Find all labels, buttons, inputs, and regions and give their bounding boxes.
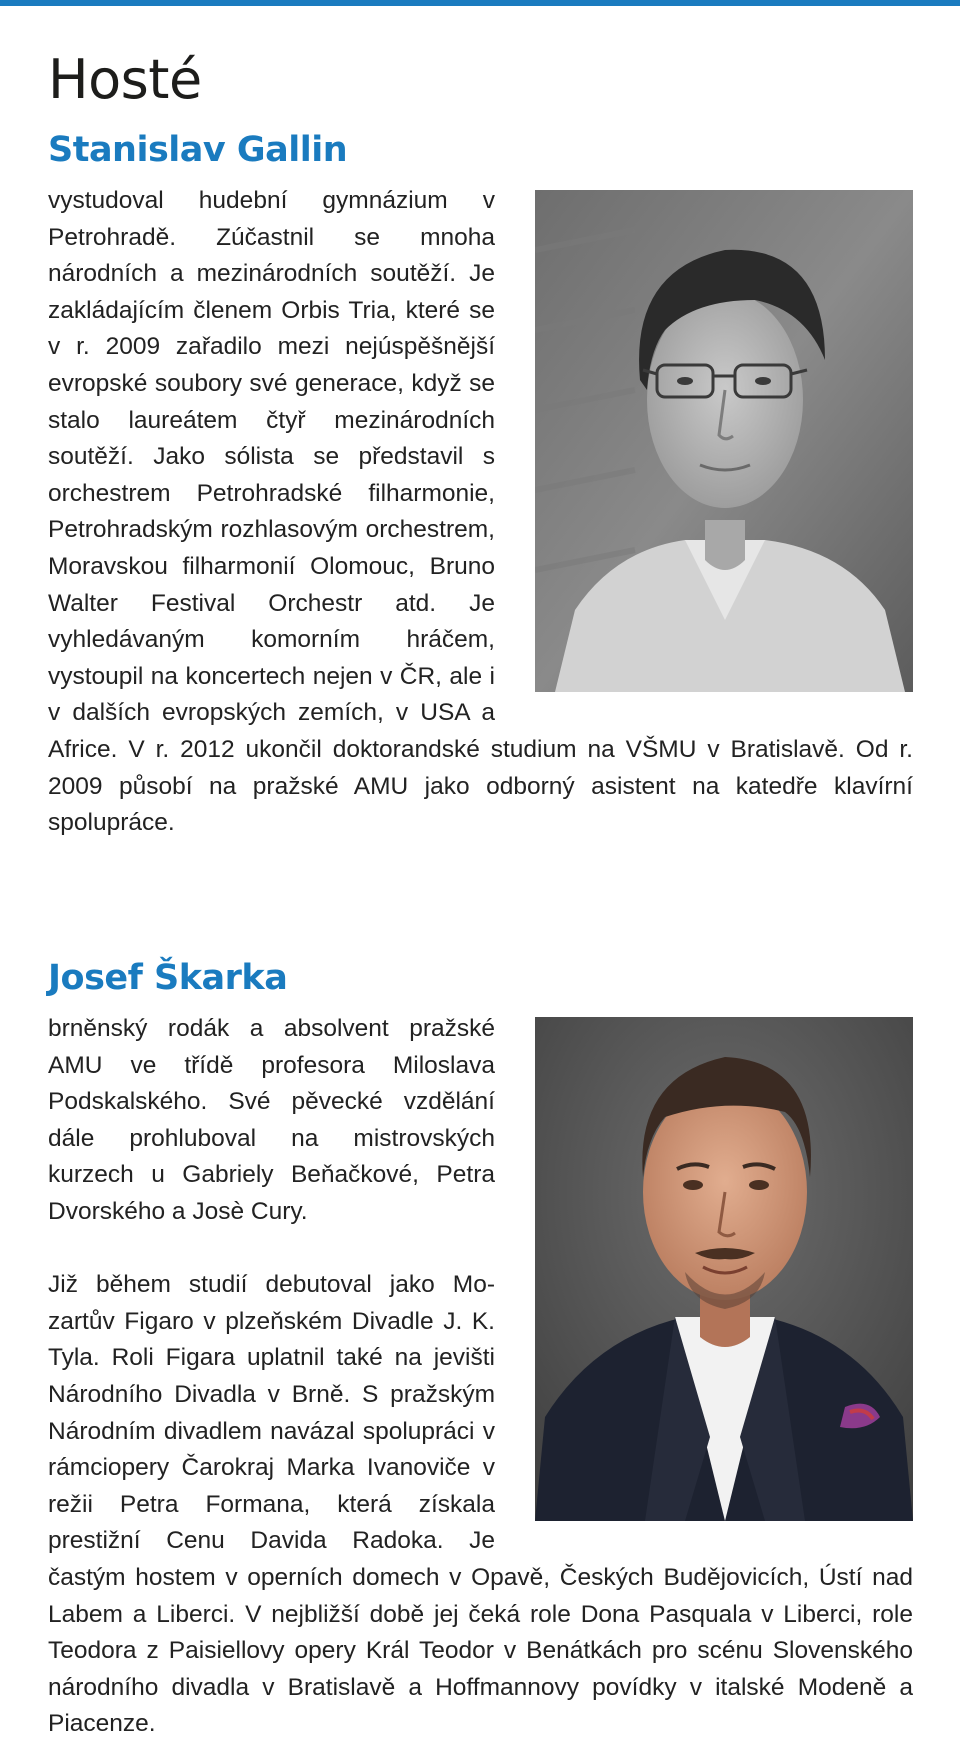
page-title: Hosté bbox=[48, 48, 202, 111]
guest-bio-skarka-paragraph-2: Již během studií debutoval jako Mozartův Figaro v plzeňském Divadle J. K. Tyla. Roli Figara uplatnil také na jevišti Národního Divadla v Brně. S pražským Národním divadlem navázal spolupráci v rámciopery Čarokraj Marka Ivanoviče v režii Petra Formana, která získala prestižní Cenu Davida Radoka. Je častým hostem v operních domech v Opavě, Českých Budějovicích, Ústí nad Labem a Liberci. V nejbližší době jej čeká role Dona Pasquala v Liberci, role Teodora z Paisiellovy opery Král Teodor v Benátkách pro scénu Slovenského národního divadla v Bratislavě a Hoffmannovy povídky v italské Modeně a Piacenze. bbox=[48, 1271, 913, 1738]
guest-name-gallin: Stanislav Gallin bbox=[48, 130, 348, 170]
guest-bio-skarka bbox=[48, 1011, 913, 1743]
guest-bio-gallin bbox=[48, 183, 913, 842]
top-accent-bar bbox=[0, 0, 960, 6]
portrait-photo-skarka bbox=[535, 1017, 913, 1521]
guest-name-skarka: Josef Škarka bbox=[48, 958, 288, 998]
guest-bio-skarka-paragraph-1: brněnský rodák a absolvent pražské AMU ve třídě profesora Miloslava Podskalského. Své pěvecké vzdělání dále prohluboval na mistrovských kurzech u Gabriely Beňačkové, Petra Dvorského a Josè Cury. bbox=[48, 1015, 495, 1225]
guest-bio-gallin-paragraph: vystudoval hudební gymnázium v Petrohradě. Zúčastnil se mnoha národních a mezinárodních soutěží. Je zakládajícím členem Orbis Tria, které se v r. 2009 zařadilo mezi nejúspěšnější evropské soubory své generace, když se stalo laureátem čtyř mezinárodních soutěží. Jako sólista se představil s orchestrem Petrohradské filharmonie, Petrohradským rozhlasovým orchestrem, Moravskou filharmonií Olomouc, Bruno Walter Festival Orchestr atd. Je vyhledávaným komorním hráčem, vystoupil na koncertech nejen v ČR, ale i v dalších evropských zemích, v USA a Africe. V r. 2012 ukončil doktorandské studium na VŠMU v Bratislavě. Od r. 2009 působí na pražské AMU jako odborný asistent na katedře klavírní spolupráce. bbox=[48, 187, 913, 837]
portrait-photo-gallin bbox=[535, 190, 913, 692]
